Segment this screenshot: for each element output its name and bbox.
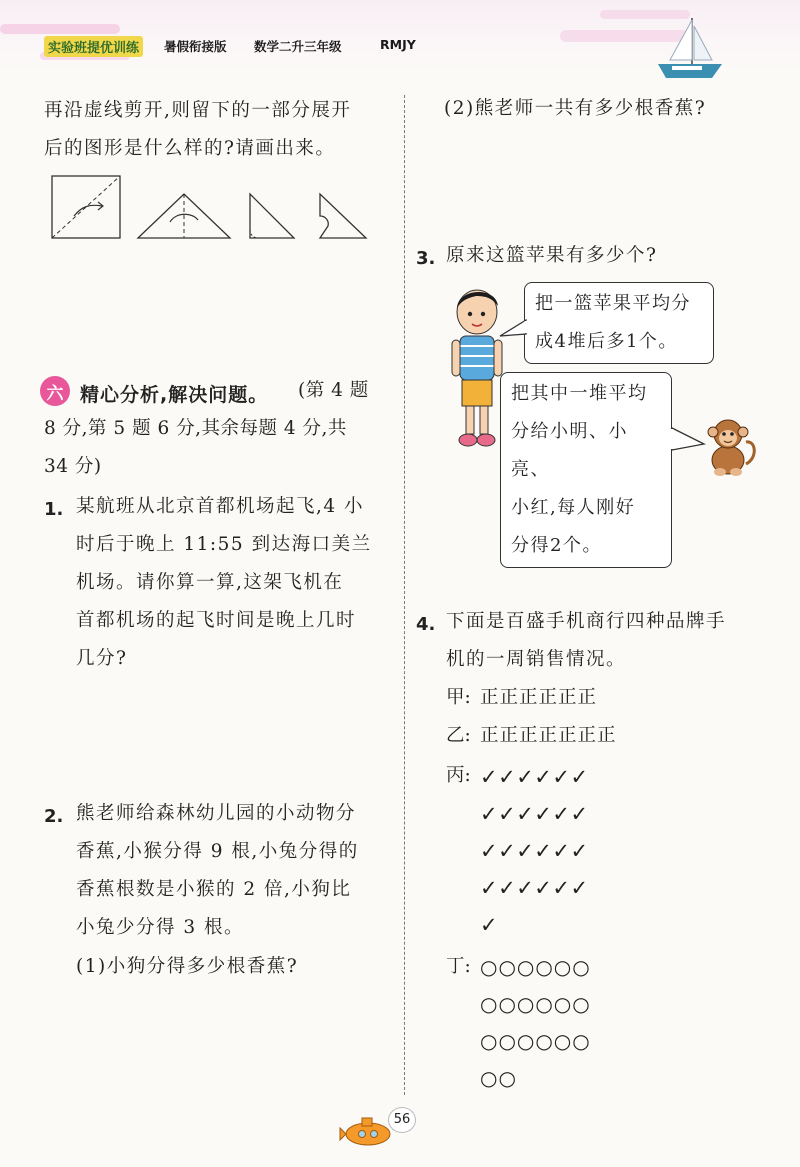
speech-bubble-boy [524, 282, 714, 364]
bubble-text: 小红,每人刚好 [511, 497, 636, 518]
edition-label: 暑假衔接版 [164, 39, 227, 54]
check-marks-row: ✓✓✓✓✓✓ [480, 765, 589, 789]
carryover-text-line: 再沿虚线剪开,则留下的一部分展开 [44, 100, 352, 121]
check-marks-row: ✓✓✓✓✓✓ [480, 802, 589, 826]
section-title: 精心分析,解决问题。 [80, 384, 269, 406]
question-number: 3. [416, 248, 436, 269]
bubble-tail [498, 318, 528, 340]
circle-marks-row: ○○ [480, 1066, 517, 1090]
brand-label-jia: 甲: [446, 687, 471, 708]
check-marks-row: ✓✓✓✓✓✓ [480, 839, 589, 863]
question-text: 小兔少分得 3 根。 [76, 917, 245, 938]
question-number: 1. [44, 499, 64, 520]
check-marks-row: ✓ [480, 913, 500, 937]
question-text: 熊老师给森林幼儿园的小动物分 [76, 803, 357, 824]
question-text: 首都机场的起飞时间是晚上几时 [76, 610, 357, 631]
bubble-text: 分得2个。 [511, 535, 602, 556]
folding-diagram [46, 172, 386, 244]
column-divider [404, 95, 405, 1095]
page-number: 56 [388, 1107, 416, 1133]
publisher-code: RMJY [380, 37, 416, 52]
folding-step-cut-triangle [320, 194, 366, 238]
boy-illustration [446, 284, 508, 452]
folding-step-triangle [138, 194, 230, 238]
bubble-text: 成4堆后多1个。 [535, 331, 678, 352]
circle-marks-row: ○○○○○○ [480, 992, 591, 1016]
question-text: 时后于晚上 11:55 到达海口美兰 [76, 534, 372, 555]
question-text: 香蕉,小猴分得 9 根,小兔分得的 [76, 841, 359, 862]
bubble-text: 把一篮苹果平均分 [535, 293, 691, 314]
question-text: 下面是百盛手机商行四种品牌手 [446, 611, 727, 632]
circle-marks-row: ○○○○○○ [480, 955, 591, 979]
speech-bubble-monkey [500, 372, 672, 568]
question-text: 香蕉根数是小猴的 2 倍,小狗比 [76, 879, 352, 900]
submarine-icon [338, 1112, 394, 1148]
brand-label-bing: 丙: [446, 765, 471, 786]
question-text: 机场。请你算一算,这架飞机在 [76, 572, 344, 593]
question-number: 4. [416, 614, 436, 635]
circle-marks-row: ○○○○○○ [480, 1029, 591, 1053]
brand-label-ding: 丁: [446, 956, 471, 977]
tally-marks-yi: 正正正正正正正 [480, 725, 617, 746]
subject-label: 数学二升三年级 [254, 39, 342, 54]
sub-question: (1)小狗分得多少根香蕉? [76, 956, 299, 977]
section-score-note: (第 4 题 [298, 380, 369, 401]
folding-step-square [52, 176, 120, 238]
question-text: 几分? [76, 648, 128, 669]
bubble-text: 分给小明、小亮、 [511, 421, 628, 480]
section-score-note: 8 分,第 5 题 6 分,其余每题 4 分,共 [44, 418, 347, 439]
section-number-badge: 六 [40, 376, 70, 406]
folding-step-small-triangle [250, 194, 294, 238]
bubble-tail [670, 424, 706, 454]
question-text: 机的一周销售情况。 [446, 649, 627, 670]
bubble-text: 把其中一堆平均 [511, 383, 648, 404]
question-text: 原来这篮苹果有多少个? [446, 245, 658, 266]
check-marks-row: ✓✓✓✓✓✓ [480, 876, 589, 900]
monkey-illustration [702, 414, 758, 478]
sub-question: (2)熊老师一共有多少根香蕉? [444, 98, 707, 119]
sailboat-icon [650, 14, 730, 84]
tally-marks-jia: 正正正正正正 [480, 687, 598, 708]
question-number: 2. [44, 806, 64, 827]
brand-label-yi: 乙: [446, 725, 471, 746]
carryover-text-line: 后的图形是什么样的?请画出来。 [44, 138, 336, 159]
header-decoration [0, 24, 120, 34]
series-title: 实验班提优训练 [44, 36, 143, 57]
section-score-note: 34 分) [44, 456, 102, 477]
question-text: 某航班从北京首都机场起飞,4 小 [76, 496, 365, 517]
